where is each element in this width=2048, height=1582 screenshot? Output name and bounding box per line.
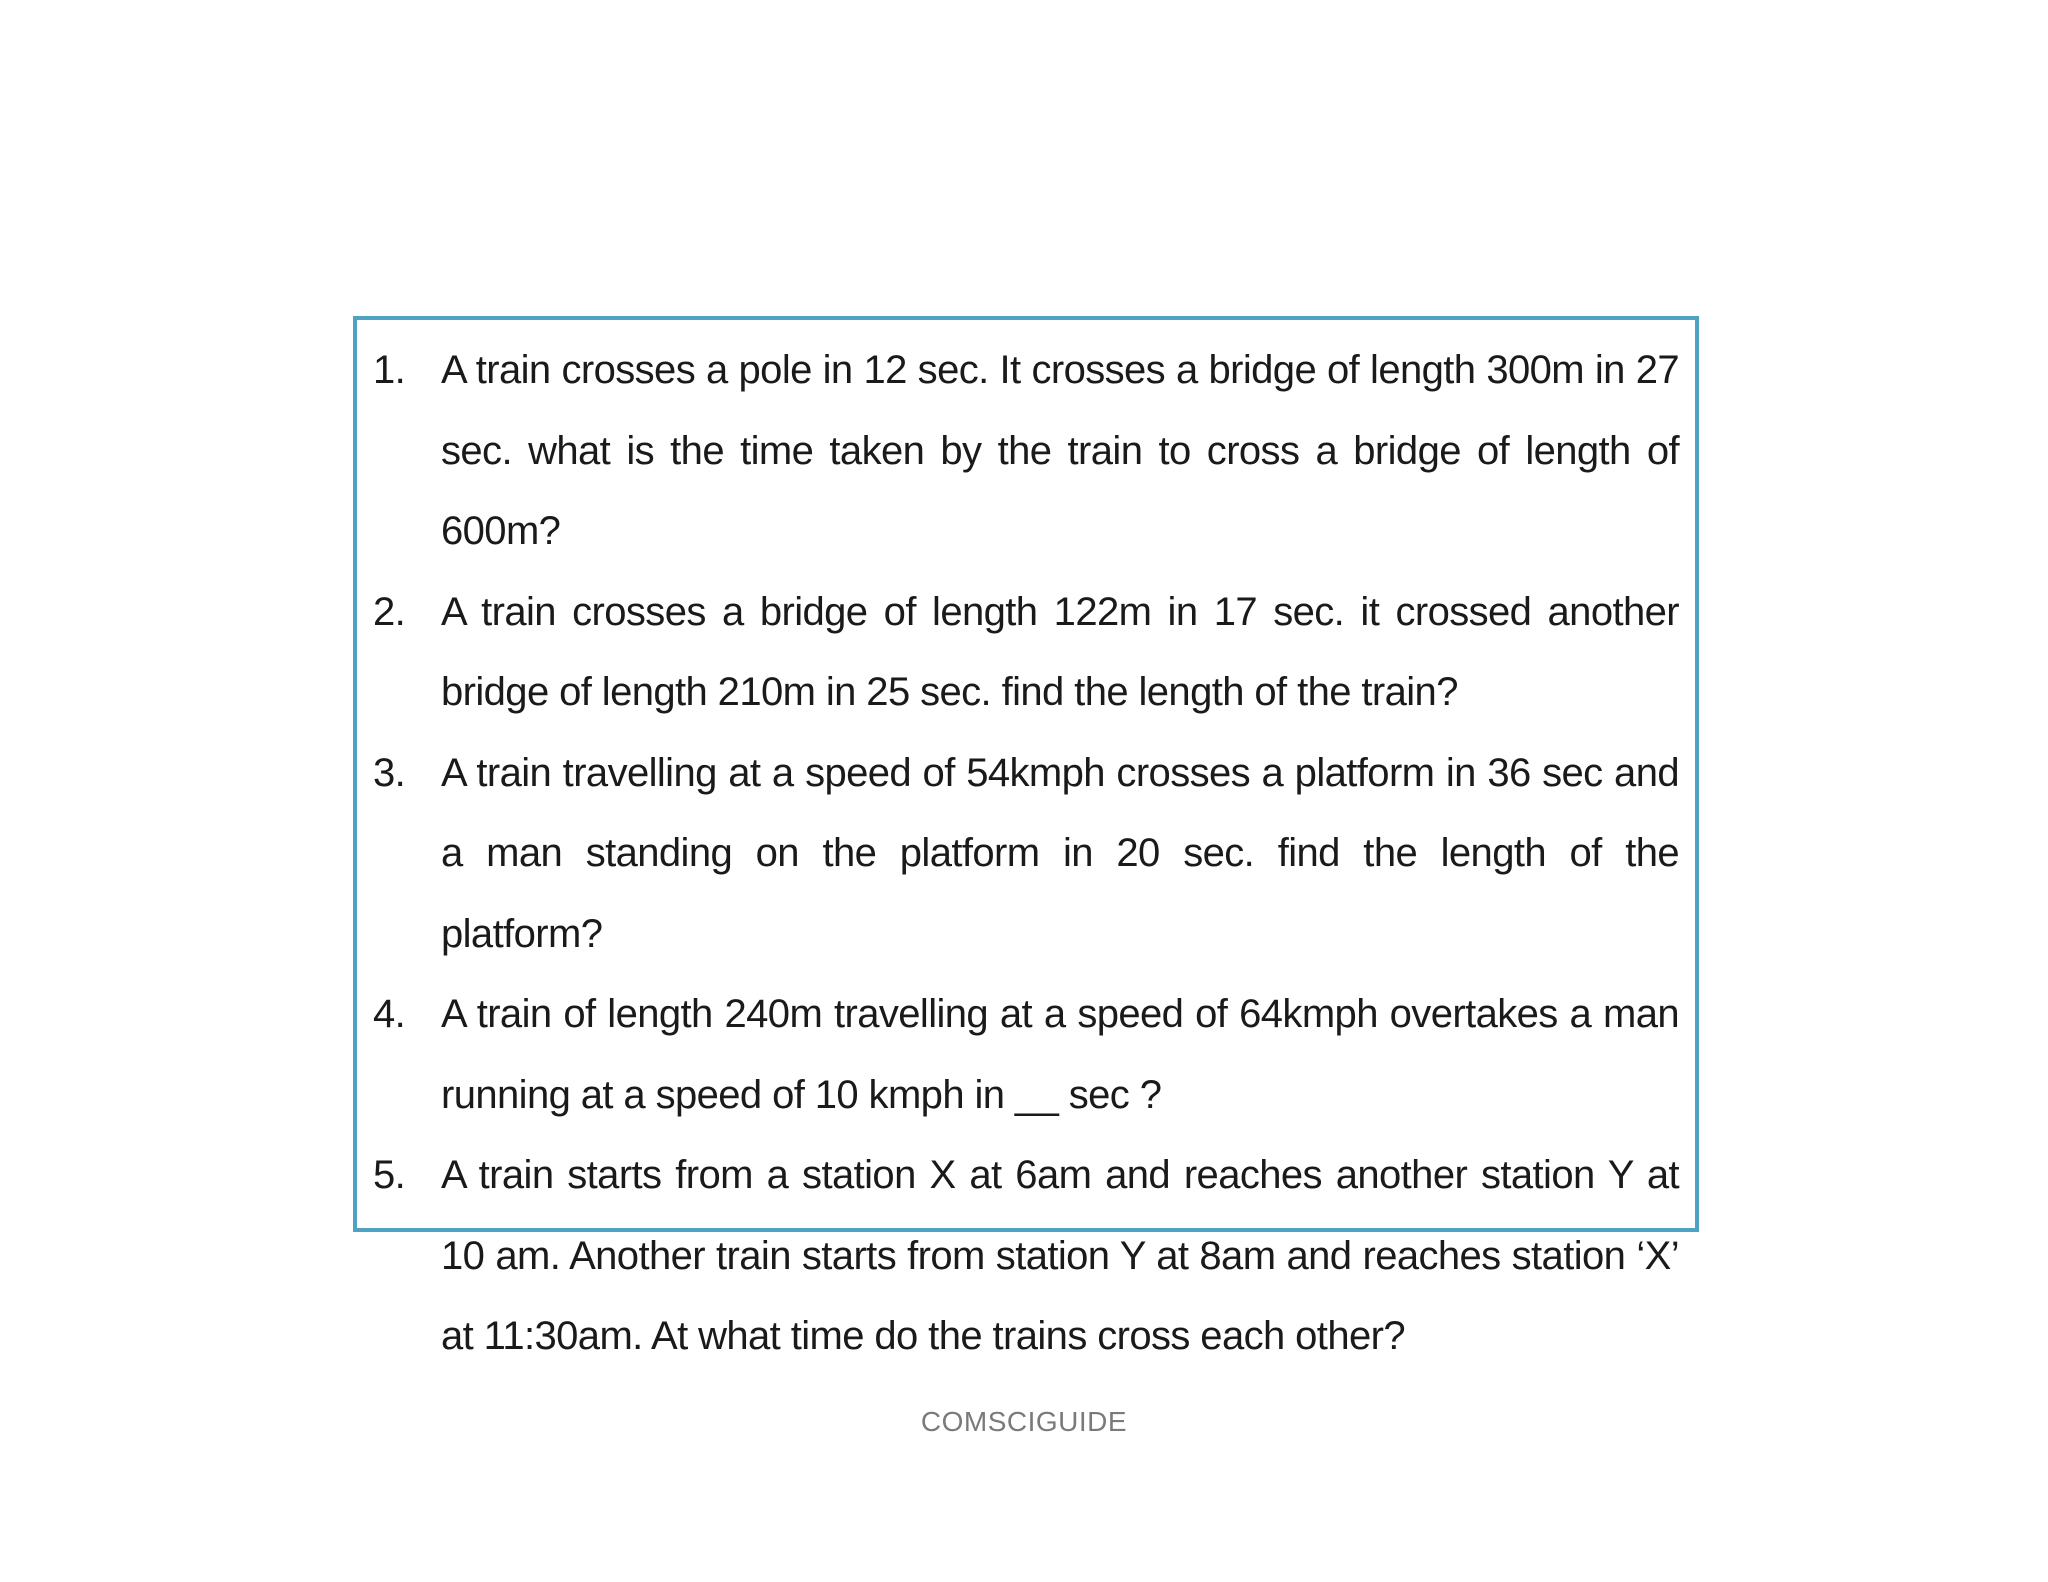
question-number: 2. bbox=[373, 589, 406, 634]
question-item-1 bbox=[373, 330, 1679, 572]
question-number: 4. bbox=[373, 992, 406, 1036]
question-text: A train crosses a pole in 12 sec. It crosses a bridge of length 300m in 27 sec. what is the time taken by the train to cross a bridge of length of 600m? bbox=[441, 348, 1679, 553]
question-number: 3. bbox=[373, 750, 406, 795]
question-text: A train travelling at a speed of 54kmph crosses a platform in 36 sec and a man standing on the platform in 20 sec. find the length of the platform? bbox=[441, 750, 1679, 956]
question-item-5 bbox=[373, 1135, 1679, 1377]
question-item-2 bbox=[373, 572, 1679, 733]
question-item-3 bbox=[373, 733, 1679, 975]
footer-watermark: COMSCIGUIDE bbox=[920, 1406, 1128, 1437]
question-box bbox=[353, 316, 1699, 1358]
question-text: A train of length 240m travelling at a speed of 64kmph overtakes a man running at a speed of 10 kmph in __ sec ? bbox=[441, 992, 1679, 1117]
question-number: 1. bbox=[373, 348, 406, 392]
question-list bbox=[373, 330, 1679, 1377]
question-text: A train starts from a station X at 6am and reaches another station Y at 10 am. Another train starts from station Y at 8am and reaches station ‘X’ at 11:30am. At what time do the trains cross each other? bbox=[441, 1153, 1679, 1358]
question-number: 5. bbox=[373, 1153, 406, 1197]
question-item-4 bbox=[373, 974, 1679, 1135]
question-text: A train crosses a bridge of length 122m in 17 sec. it crossed another bridge of length 210m in 25 sec. find the length of the train? bbox=[441, 589, 1679, 714]
